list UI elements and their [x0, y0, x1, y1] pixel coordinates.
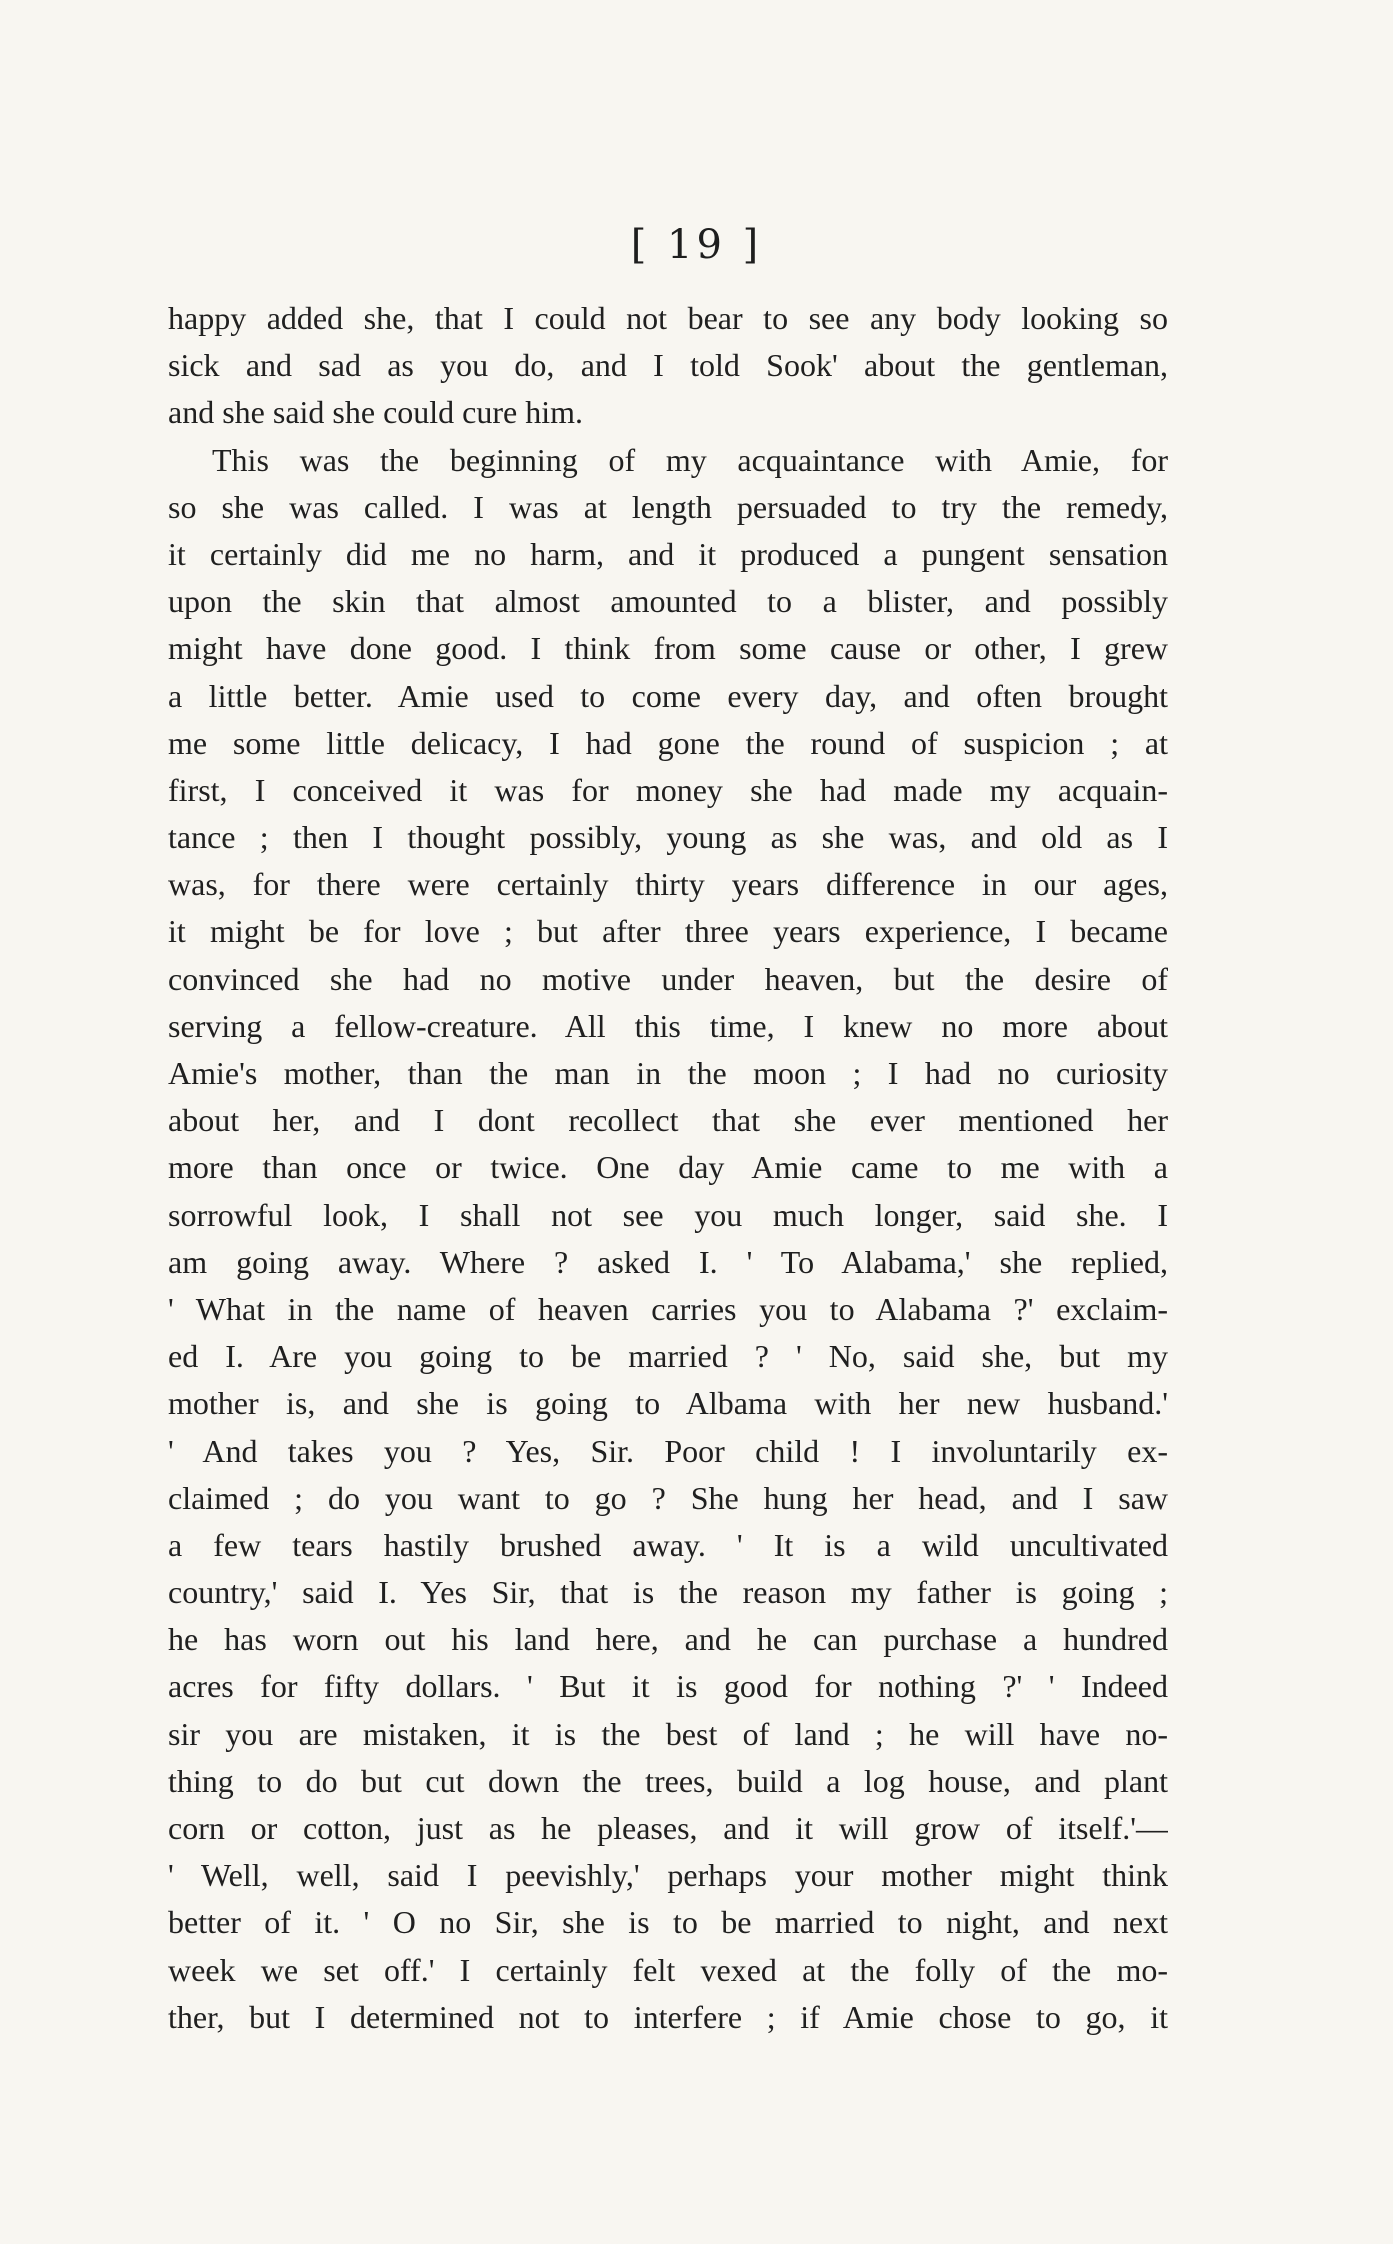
text-line: This was the beginning of my acquaintance with Amie, for	[212, 441, 1168, 478]
text-line: week we set off.' I certainly felt vexed at the folly of the mo-	[168, 1951, 1168, 1988]
text-line: claimed ; do you want to go ? She hung her head, and I saw	[168, 1479, 1168, 1516]
text-line: a few tears hastily brushed away. ' It is a wild uncultivated	[168, 1526, 1168, 1563]
text-line: me some little delicacy, I had gone the round of suspicion ; at	[168, 724, 1168, 761]
text-line: ' What in the name of heaven carries you to Alabama ?' exclaim-	[168, 1290, 1168, 1327]
text-line: a little better. Amie used to come every day, and often brought	[168, 677, 1168, 714]
text-line: country,' said I. Yes Sir, that is the reason my father is going ;	[168, 1574, 1168, 1611]
text-line: thing to do but cut down the trees, build a log house, and plant	[168, 1762, 1168, 1799]
text-line: am going away. Where ? asked I. ' To Alabama,' she replied,	[168, 1243, 1168, 1280]
text-line: was, for there were certainly thirty years difference in our ages,	[168, 866, 1168, 903]
text-line: so she was called. I was at length persuaded to try the remedy,	[168, 488, 1168, 525]
text-line: first, I conceived it was for money she had made my acquain-	[168, 771, 1168, 808]
text-line: about her, and I dont recollect that she ever mentioned her	[168, 1102, 1168, 1139]
text-line: sick and sad as you do, and I told Sook' about the gentleman,	[168, 347, 1168, 384]
page-number: [ 19 ]	[630, 222, 763, 268]
text-line: it might be for love ; but after three years experience, I became	[168, 913, 1168, 950]
text-line: sir you are mistaken, it is the best of land ; he will have no-	[168, 1715, 1168, 1752]
text-line: sorrowful look, I shall not see you much longer, said she. I	[168, 1196, 1168, 1233]
text-line: tance ; then I thought possibly, young as she was, and old as I	[168, 819, 1168, 856]
text-line: and she said she could cure him.	[168, 394, 583, 431]
text-line: serving a fellow-creature. All this time, I knew no more about	[168, 1007, 1168, 1044]
text-line: upon the skin that almost amounted to a blister, and possibly	[168, 583, 1168, 620]
text-line: Amie's mother, than the man in the moon ; I had no curiosity	[168, 1055, 1168, 1091]
text-line: convinced she had no motive under heaven, but the desire of	[168, 960, 1168, 997]
text-line: it certainly did me no harm, and it produced a pungent sensation	[168, 535, 1168, 572]
text-line: ' Well, well, said I peevishly,' perhaps your mother might think	[168, 1857, 1168, 1894]
text-line: ther, but I determined not to interfere ; if Amie chose to go, it	[168, 1998, 1168, 2035]
body-text	[168, 295, 1168, 2041]
text-line: corn or cotton, just as he pleases, and it will grow of itself.'—	[168, 1810, 1168, 1846]
text-line: mother is, and she is going to Albama with her new husband.'	[168, 1385, 1168, 1422]
text-line: acres for fifty dollars. ' But it is good for nothing ?' ' Indeed	[168, 1668, 1168, 1705]
text-line: might have done good. I think from some cause or other, I grew	[168, 630, 1168, 667]
text-line: better of it. ' O no Sir, she is to be married to night, and next	[168, 1904, 1168, 1941]
text-line: more than once or twice. One day Amie came to me with a	[168, 1149, 1168, 1186]
text-line: happy added she, that I could not bear to see any body looking so	[168, 300, 1168, 336]
text-line: ed I. Are you going to be married ? ' No, said she, but my	[168, 1338, 1168, 1375]
text-line: ' And takes you ? Yes, Sir. Poor child ! I involuntarily ex-	[168, 1432, 1168, 1469]
text-line: he has worn out his land here, and he can purchase a hundred	[168, 1621, 1168, 1658]
